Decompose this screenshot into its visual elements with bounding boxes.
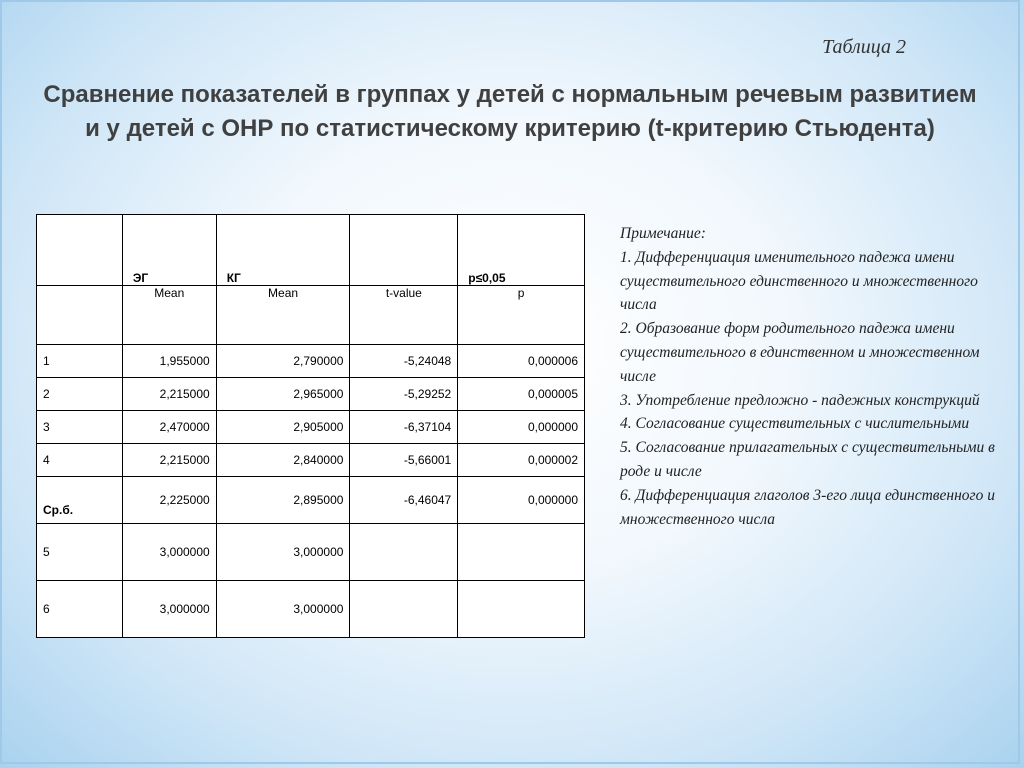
table-row [37,411,585,444]
p-value: 0,000002 [458,444,585,477]
header-group-eg: ЭГ [122,215,216,286]
t-value: -5,24048 [350,345,458,378]
p-value: 0,000000 [458,477,585,524]
p-value: 0,000000 [458,411,585,444]
t-value: -5,29252 [350,378,458,411]
header-label-p: p [458,286,585,345]
note-heading: Примечание: [620,225,706,242]
row-label: 3 [37,411,123,444]
eg-mean-value: 2,215000 [122,444,216,477]
header-label-kg-mean: Mean [216,286,350,345]
table-row-average [37,477,585,524]
note-item: 1. Дифференциация именительного падежа имени существительного единственного и множественного числа [620,248,978,314]
note-item: 4. Согласование существительных с числительными [620,415,970,433]
header-group-cell [37,215,123,286]
eg-mean-value: 1,955000 [122,345,216,378]
note-block [620,222,1006,531]
kg-mean-value: 2,905000 [216,411,350,444]
row-label: 6 [37,581,123,638]
p-value [458,581,585,638]
t-value [350,581,458,638]
eg-mean-value: 2,470000 [122,411,216,444]
p-value: 0,000005 [458,378,585,411]
t-value: -6,37104 [350,411,458,444]
row-label: Ср.б. [37,477,123,524]
table-row [37,345,585,378]
row-label: 2 [37,378,123,411]
note-item: 3. Употребление предложно - падежных конструкций [620,391,980,409]
kg-mean-value: 2,790000 [216,345,350,378]
eg-mean-value: 2,225000 [122,477,216,524]
p-value [458,524,585,581]
eg-mean-value: 3,000000 [122,581,216,638]
note-item: 5. Согласование прилагательных с существительными в роде и числе [620,439,995,480]
kg-mean-value: 2,895000 [216,477,350,524]
row-label: 5 [37,524,123,581]
header-label-eg-mean: Mean [122,286,216,345]
table-row [37,524,585,581]
eg-mean-value: 2,215000 [122,378,216,411]
table-number: Таблица 2 [822,36,906,58]
header-group-cell [350,215,458,286]
header-label-t-value: t-value [350,286,458,345]
note-item: 6. Дифференциация глаголов 3-его лица единственного и множественного числа [620,486,995,528]
eg-mean-value: 3,000000 [122,524,216,581]
kg-mean-value: 3,000000 [216,581,350,638]
table-row [37,378,585,411]
slide-title: Сравнение показателей в группах у детей с нормальным речевым развитием и у детей с ОНР по статистическому критерию (t-критерию Стьюдента) [43,81,977,142]
comparison-table [36,214,585,638]
t-value [350,524,458,581]
table-row [37,444,585,477]
table-row [37,581,585,638]
t-value: -6,46047 [350,477,458,524]
kg-mean-value: 2,965000 [216,378,350,411]
table-header-labels [37,286,585,345]
header-label-cell [37,286,123,345]
p-value: 0,000006 [458,345,585,378]
header-group-kg: КГ [216,215,350,286]
t-value: -5,66001 [350,444,458,477]
kg-mean-value: 3,000000 [216,524,350,581]
header-group-significance: p≤0,05 [458,215,585,286]
table-header-groups [37,215,585,286]
note-item: 2. Образование форм родительного падежа имени существительного в единственном и множественном числе [620,320,980,385]
row-label: 1 [37,345,123,378]
row-label: 4 [37,444,123,477]
kg-mean-value: 2,840000 [216,444,350,477]
